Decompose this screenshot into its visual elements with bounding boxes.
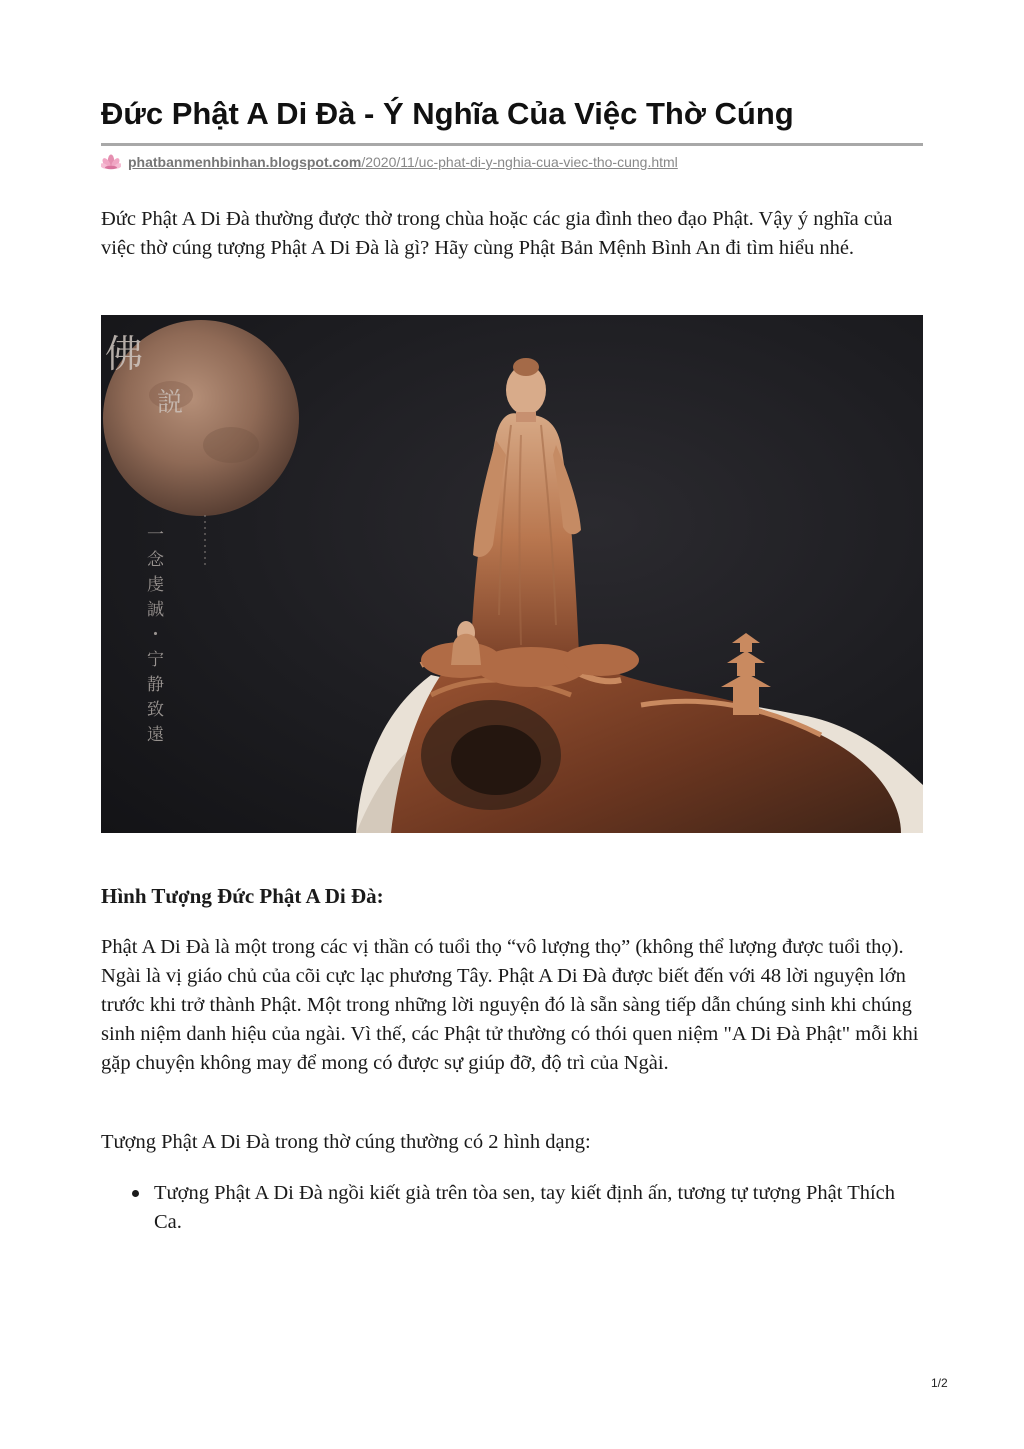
bullet-icon: [132, 1190, 139, 1197]
section-paragraph: Phật A Di Đà là một trong các vị thần có tuổi thọ “vô lượng thọ” (không thể lượng được tuổi thọ). Ngài là vị giáo chủ của cõi cực lạc phương Tây. Phật A Di Đà được biết đến với 48 lời nguyện lớn trước khi trở thành Phật. Một trong những lời nguyện đó là sẵn sàng tiếp dẫn chúng sinh khi chúng sinh niệm danh hiệu của ngài. Vì thế, các Phật tử thường có thói quen niệm "A Di Đà Phật" mỗi khi gặp chuyện không may để mong có được sự giúp đỡ, độ trì của Ngài.: [101, 936, 919, 1074]
list-item-text: Tượng Phật A Di Đà ngồi kiết già trên tòa sen, tay kiết định ấn, tương tự tượng Phật Thích Ca.: [154, 1182, 896, 1233]
calligraphy-speak: 説: [157, 388, 184, 418]
forms-intro: Tượng Phật A Di Đà trong thờ cúng thường có 2 hình dạng:: [101, 1131, 591, 1153]
list-item: [154, 1179, 923, 1237]
buddha-figure: [471, 358, 581, 663]
title-divider: [101, 143, 923, 146]
page-title: Đức Phật A Di Đà - Ý Nghĩa Của Việc Thờ Cúng: [101, 96, 794, 131]
page-indicator: 1/2: [931, 1376, 948, 1390]
source-path[interactable]: /2020/11/uc-phat-di-y-nghia-cua-viec-tho-cung.html: [361, 154, 678, 170]
calligraphy-vertical: 一念虔誠・宁静致遠: [143, 525, 163, 750]
source-link[interactable]: [101, 151, 678, 173]
forms-list: [101, 1179, 923, 1237]
source-domain[interactable]: phatbanmenhbinhan.blogspot.com: [128, 154, 362, 170]
calligraphy-buddha: 佛: [105, 332, 144, 376]
amitabha-statue-image: [101, 315, 923, 833]
lotus-icon: [101, 152, 121, 172]
statue-photo: [101, 315, 923, 833]
section-heading: Hình Tượng Đức Phật A Di Đà:: [101, 884, 384, 908]
intro-paragraph: Đức Phật A Di Đà thường được thờ trong chùa hoặc các gia đình theo đạo Phật. Vậy ý nghĩa của việc thờ cúng tượng Phật A Di Đà là gì? Hãy cùng Phật Bản Mệnh Bình An đi tìm hiểu nhé.: [101, 208, 893, 259]
